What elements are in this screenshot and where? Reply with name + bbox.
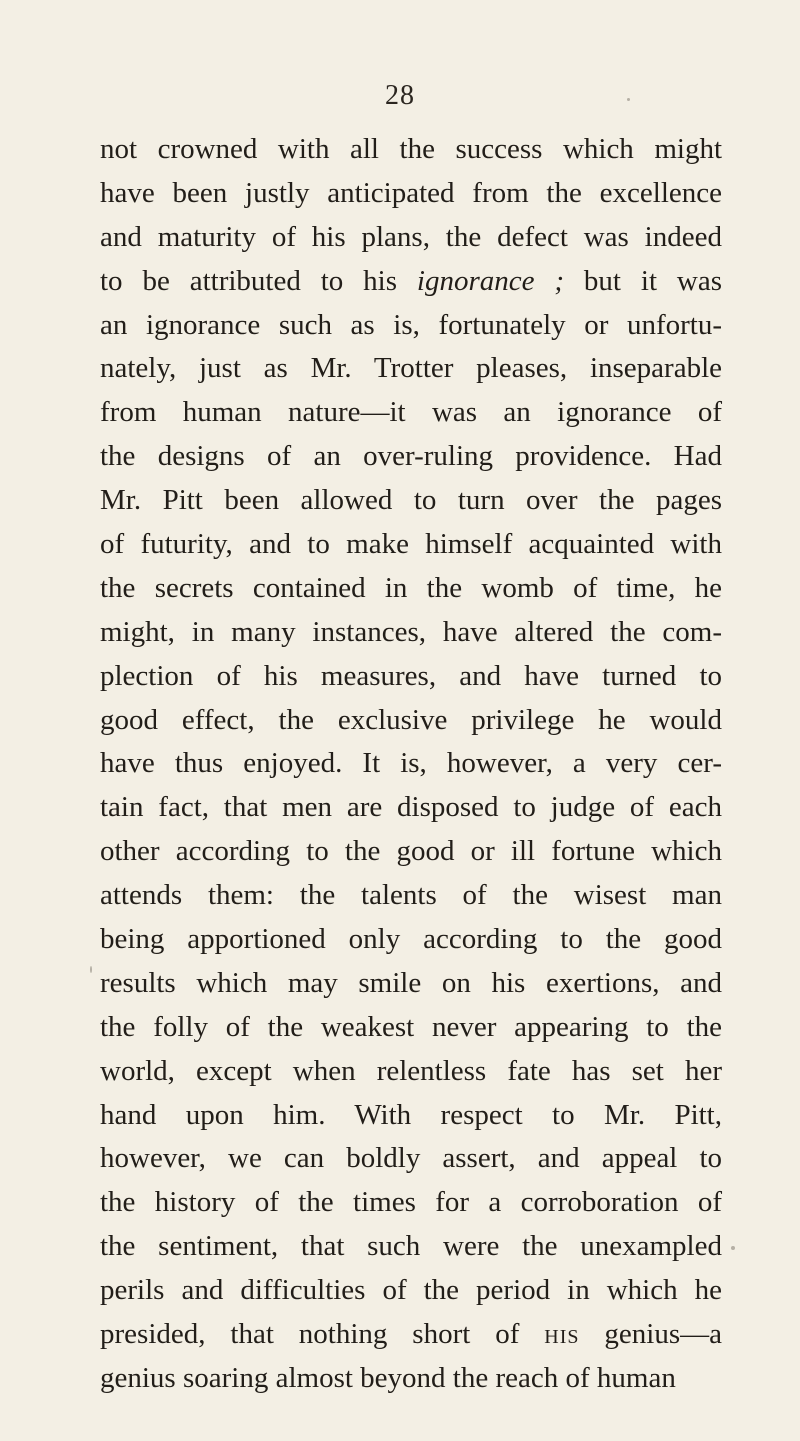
text-line: might, in many instances, have altered the com- <box>100 615 722 648</box>
text-line: have been justly anticipated from the excellence <box>100 176 722 209</box>
text-line: the history of the times for a corroboration of <box>100 1186 722 1219</box>
body-text <box>100 128 722 1401</box>
text-line: genius soaring almost beyond the reach of human <box>100 1361 676 1394</box>
text-line: nately, just as Mr. Trotter pleases, inseparable <box>100 352 722 385</box>
text-line: not crowned with all the success which might <box>100 133 722 165</box>
text-line: the secrets contained in the womb of time, he <box>100 571 722 604</box>
text-line: and maturity of his plans, the defect was indeed <box>100 220 722 253</box>
text-line: Mr. Pitt been allowed to turn over the pages <box>100 484 722 517</box>
text-line: of futurity, and to make himself acquainted with <box>100 528 722 561</box>
text-line: plection of his measures, and have turned to <box>100 659 722 692</box>
text-line: have thus enjoyed. It is, however, a very cer- <box>100 747 722 780</box>
text-line: the folly of the weakest never appearing to the <box>100 1010 722 1043</box>
page-number: 28 <box>385 80 415 111</box>
text-line: presided, that nothing short of his genius—a <box>100 1318 722 1351</box>
small-caps-emphasis: his <box>544 1318 580 1351</box>
paper-speck <box>627 98 630 101</box>
text-line: results which may smile on his exertions, and <box>100 966 722 999</box>
text-line: other according to the good or ill fortune which <box>100 835 722 868</box>
italic-emphasis: ignorance ; <box>416 264 565 297</box>
paper-speck <box>90 966 92 973</box>
text-line: the designs of an over-ruling providence. Had <box>100 440 722 473</box>
text-line: being apportioned only according to the good <box>100 923 722 956</box>
text-line: however, we can boldly assert, and appeal to <box>100 1142 722 1175</box>
text-line: to be attributed to his ignorance ; but it was <box>100 264 722 297</box>
text-line: world, except when relentless fate has set her <box>100 1054 722 1087</box>
text-line: the sentiment, that such were the unexampled <box>100 1230 722 1263</box>
paper-speck <box>731 1246 735 1250</box>
text-line: perils and difficulties of the period in which he <box>100 1274 722 1307</box>
text-line: attends them: the talents of the wisest man <box>100 879 722 912</box>
text-line: tain fact, that men are disposed to judge of each <box>100 791 722 824</box>
text-line: an ignorance such as is, fortunately or unfortu- <box>100 308 722 341</box>
text-line: from human nature—it was an ignorance of <box>100 396 722 429</box>
text-line: hand upon him. With respect to Mr. Pitt, <box>100 1098 722 1131</box>
text-line: good effect, the exclusive privilege he would <box>100 703 722 736</box>
